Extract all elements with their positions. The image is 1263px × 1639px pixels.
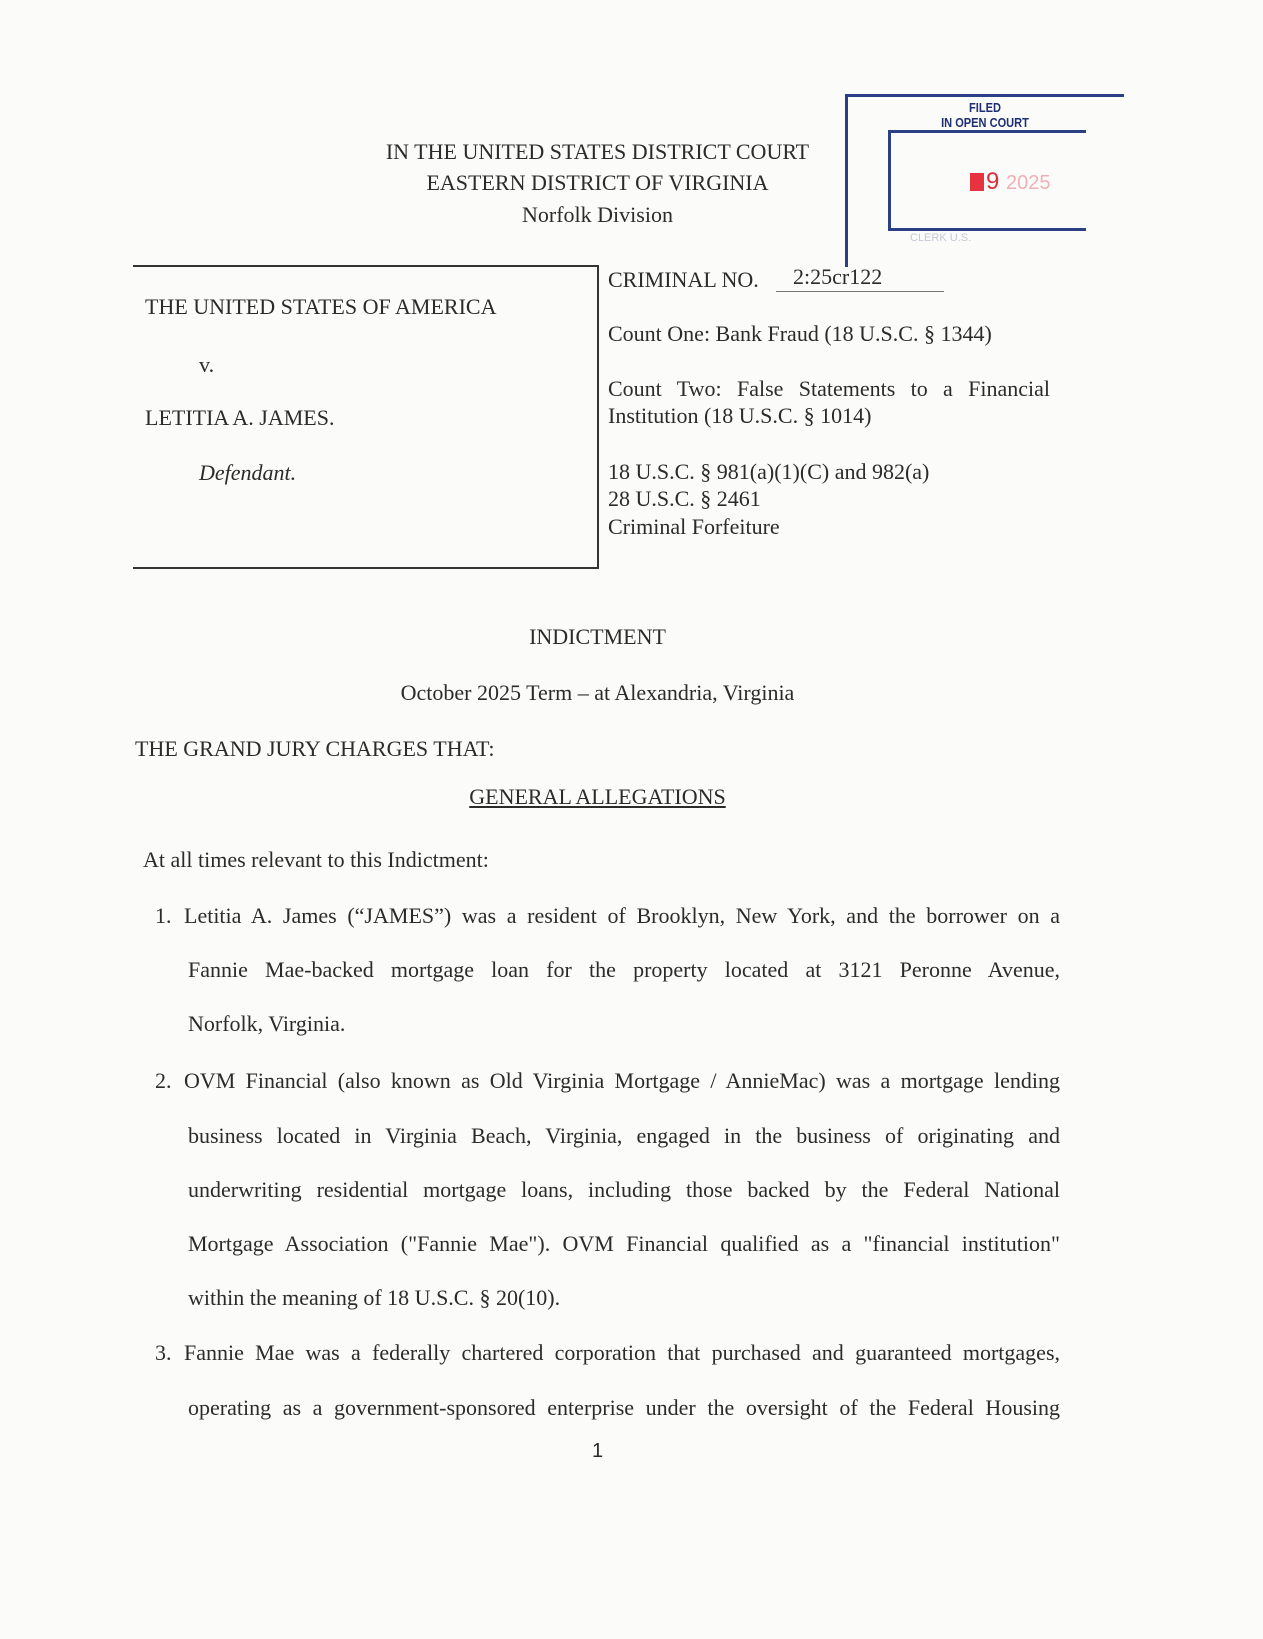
paragraph-line: operating as a government-sponsored enterprise under the oversight of the Federal Housing bbox=[188, 1395, 1060, 1420]
defendant-name: LETITIA A. JAMES. bbox=[145, 405, 335, 430]
paragraph-line: Fannie Mae was a federally chartered corporation that purchased and guaranteed mortgages, bbox=[184, 1340, 1060, 1365]
paragraph-line: business located in Virginia Beach, Virginia, engaged in the business of originating and bbox=[188, 1123, 1060, 1148]
paragraph-line: underwriting residential mortgage loans, including those backed by the Federal National bbox=[188, 1177, 1060, 1202]
paragraph-line: within the meaning of 18 U.S.C. § 20(10). bbox=[188, 1285, 561, 1310]
caption-top-rule bbox=[133, 265, 598, 267]
count-one: Count One: Bank Fraud (18 U.S.C. § 1344) bbox=[608, 321, 992, 346]
plaintiff: THE UNITED STATES OF AMERICA bbox=[145, 294, 497, 319]
count-two-line2: Institution (18 U.S.C. § 1014) bbox=[608, 403, 872, 428]
defendant-label: Defendant. bbox=[199, 460, 297, 485]
forfeiture-statute-1: 18 U.S.C. § 981(a)(1)(C) and 982(a) bbox=[608, 459, 930, 484]
stamp-open-court: IN OPEN COURT bbox=[941, 115, 1029, 130]
forfeiture-statute-2: 28 U.S.C. § 2461 bbox=[608, 486, 761, 511]
criminal-no: 2:25cr122 bbox=[793, 264, 883, 289]
caption-vertical-rule bbox=[597, 265, 599, 569]
district-name: EASTERN DISTRICT OF VIRGINIA bbox=[426, 170, 769, 195]
criminal-no-underline bbox=[776, 291, 944, 292]
stamp-day: 9 bbox=[986, 168, 1000, 195]
court-name: IN THE UNITED STATES DISTRICT COURT bbox=[385, 139, 810, 164]
filed-stamp-title bbox=[938, 100, 1032, 130]
paragraph-number: 2. bbox=[155, 1068, 172, 1093]
stamp-year: 2025 bbox=[1006, 172, 1051, 194]
paragraph-line: Letitia A. James (“JAMES”) was a resident of Brooklyn, New York, and the borrower on a bbox=[184, 903, 1060, 928]
count-two-line1: Count Two: False Statements to a Financial bbox=[608, 376, 1050, 401]
section-heading: GENERAL ALLEGATIONS bbox=[469, 784, 726, 809]
paragraph-line: Norfolk, Virginia. bbox=[188, 1011, 346, 1036]
caption-bottom-rule bbox=[133, 567, 598, 569]
criminal-no-label: CRIMINAL NO. bbox=[608, 267, 759, 292]
paragraph-number: 3. bbox=[155, 1340, 172, 1365]
intro: At all times relevant to this Indictment: bbox=[143, 847, 489, 872]
stamp-clerk: CLERK U.S. bbox=[910, 232, 972, 244]
paragraph-line: OVM Financial (also known as Old Virginia Mortgage / AnnieMac) was a mortgage lending bbox=[184, 1068, 1060, 1093]
grand-jury-charges: THE GRAND JURY CHARGES THAT: bbox=[135, 736, 495, 761]
page-number: 1 bbox=[591, 1440, 604, 1462]
stamp-filed: FILED bbox=[969, 100, 1001, 115]
division-name: Norfolk Division bbox=[522, 202, 673, 227]
paragraph-number: 1. bbox=[155, 903, 172, 928]
term: October 2025 Term – at Alexandria, Virginia bbox=[400, 680, 795, 705]
paragraph-line: Fannie Mae-backed mortgage loan for the property located at 3121 Peronne Avenue, bbox=[188, 957, 1060, 982]
document-title: INDICTMENT bbox=[529, 624, 666, 649]
versus: v. bbox=[199, 352, 215, 377]
paragraph-line: Mortgage Association ("Fannie Mae"). OVM Financial qualified as a "financial institution" bbox=[188, 1231, 1060, 1256]
forfeiture-label: Criminal Forfeiture bbox=[608, 514, 780, 539]
